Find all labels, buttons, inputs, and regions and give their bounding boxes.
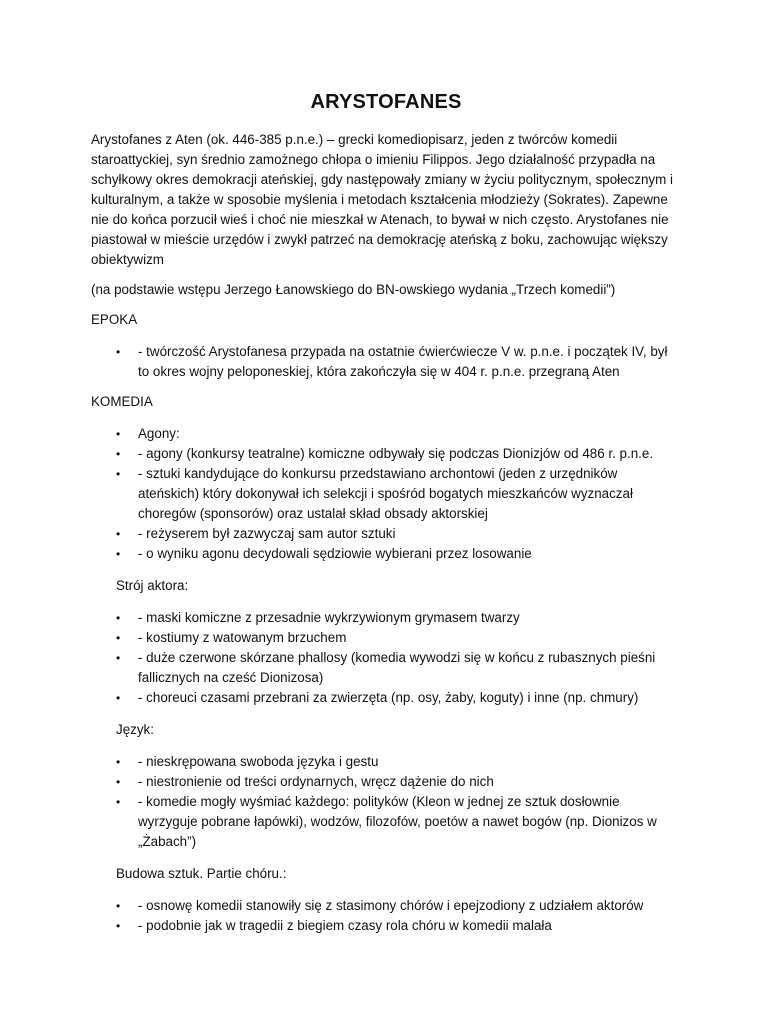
list-item-text: - choreuci czasami przebrani za zwierzęta (np. osy, żaby, koguty) i inne (np. chmury): [138, 690, 639, 705]
list-item: [91, 792, 681, 852]
bullet-icon: •: [116, 775, 121, 789]
bullet-icon: •: [116, 919, 121, 933]
bullet-icon: •: [116, 447, 121, 461]
epoka-list: [91, 342, 681, 382]
list-item-text: Agony:: [138, 426, 180, 441]
document-title: ARYSTOFANES: [310, 91, 462, 113]
intro-paragraph: Arystofanes z Aten (ok. 446-385 p.n.e.) – grecki komediopisarz, jeden z twórców komedii staroattyckiej, syn średnio zamożnego chłopa o imieniu Filippos. Jego działalność przypadła na schyłkowy okres demokracji ateńskiej, gdy następowały zmiany w życiu politycznym, społecznym i kulturalnym, a także w sposobie myślenia i metodach kształcenia młodzieży (Sokrates). Zapewne nie do końca porzucił wieś i choć nie mieszkał w Atenach, to bywał w nich często. Arystofanes nie piastował w mieście urzędów i zwykł patrzeć na demokrację ateńską z boku, zachowując większy obiektywizm: [91, 132, 673, 267]
list-item: [91, 688, 681, 708]
list-item-text: - kostiumy z watowanym brzuchem: [138, 630, 347, 645]
section-heading-epoka: EPOKA: [91, 312, 138, 327]
list-item: [91, 752, 681, 772]
list-item-text: - maski komiczne z przesadnie wykrzywionym grymasem twarzy: [138, 610, 520, 625]
list-item-text: - reżyserem był zazwyczaj sam autor sztuki: [138, 526, 396, 541]
list-item: [91, 544, 681, 564]
source-note: (na podstawie wstępu Jerzego Łanowskiego do BN-owskiego wydania „Trzech komedii”): [91, 282, 616, 297]
list-item: [91, 648, 681, 688]
bullet-icon: •: [116, 345, 121, 359]
bullet-icon: •: [116, 691, 121, 705]
list-item-text: - podobnie jak w tragedii z biegiem czasy rola chóru w komedii malała: [138, 918, 552, 933]
bullet-icon: •: [116, 527, 121, 541]
bullet-icon: •: [116, 547, 121, 561]
list-item: [91, 342, 681, 382]
list-item-text: - osnowę komedii stanowiły się z stasimony chórów i epejzodiony z udziałem aktorów: [138, 898, 644, 913]
bullet-icon: •: [116, 651, 121, 665]
stroj-list: [91, 608, 681, 708]
list-item-text: - duże czerwone skórzane phallosy (komedia wywodzi się w końcu z rubasznych pieśni fallicznych na cześć Dionizosa): [138, 650, 656, 685]
agony-list: [91, 424, 681, 564]
budowa-list: [91, 896, 681, 936]
list-item: [91, 896, 681, 916]
list-item: [91, 424, 681, 444]
bullet-icon: •: [116, 899, 121, 913]
document-content: [91, 84, 681, 946]
subheading-stroj-aktora: Strój aktora:: [116, 578, 189, 593]
subheading-jezyk: Język:: [116, 722, 154, 737]
list-item-text: - agony (konkursy teatralne) komiczne odbywały się podczas Dionizjów od 486 r. p.n.e.: [138, 446, 654, 461]
jezyk-list: [91, 752, 681, 852]
section-heading-komedia: KOMEDIA: [91, 394, 153, 409]
list-item: [91, 916, 681, 936]
list-item-text: - komedie mogły wyśmiać każdego: polityków (Kleon w jednej ze sztuk dosłownie wyrzyguje pobrane łapówki), wodzów, filozofów, poetów a nawet bogów (np. Dionizos w „Żabach”): [138, 794, 657, 849]
list-item-text: - niestronienie od treści ordynarnych, wręcz dążenie do nich: [138, 774, 494, 789]
list-item-text: - sztuki kandydujące do konkursu przedstawiano archontowi (jeden z urzędników ateńskich) który dokonywał ich selekcji i spośród bogatych mieszkańców wyznaczał choregów (sponsorów) oraz ustalał skład obsady aktorskiej: [138, 466, 633, 521]
bullet-icon: •: [116, 611, 121, 625]
subheading-budowa-sztuk: Budowa sztuk. Partie chóru.:: [116, 866, 287, 881]
list-item-text: - twórczość Arystofanesa przypada na ostatnie ćwierćwiecze V w. p.n.e. i początek IV, był to okres wojny peloponeskiej, która zakończyła się w 404 r. p.n.e. przegraną Aten: [138, 344, 668, 379]
list-item: [91, 772, 681, 792]
bullet-icon: •: [116, 631, 121, 645]
list-item: [91, 608, 681, 628]
list-item: [91, 444, 681, 464]
bullet-icon: •: [116, 755, 121, 769]
list-item-text: - nieskrępowana swoboda języka i gestu: [138, 754, 379, 769]
list-item: [91, 524, 681, 544]
bullet-icon: •: [116, 795, 121, 809]
bullet-icon: •: [116, 427, 121, 441]
list-item: [91, 464, 681, 524]
list-item: [91, 628, 681, 648]
bullet-icon: •: [116, 467, 121, 481]
list-item-text: - o wyniku agonu decydowali sędziowie wybierani przez losowanie: [138, 546, 532, 561]
